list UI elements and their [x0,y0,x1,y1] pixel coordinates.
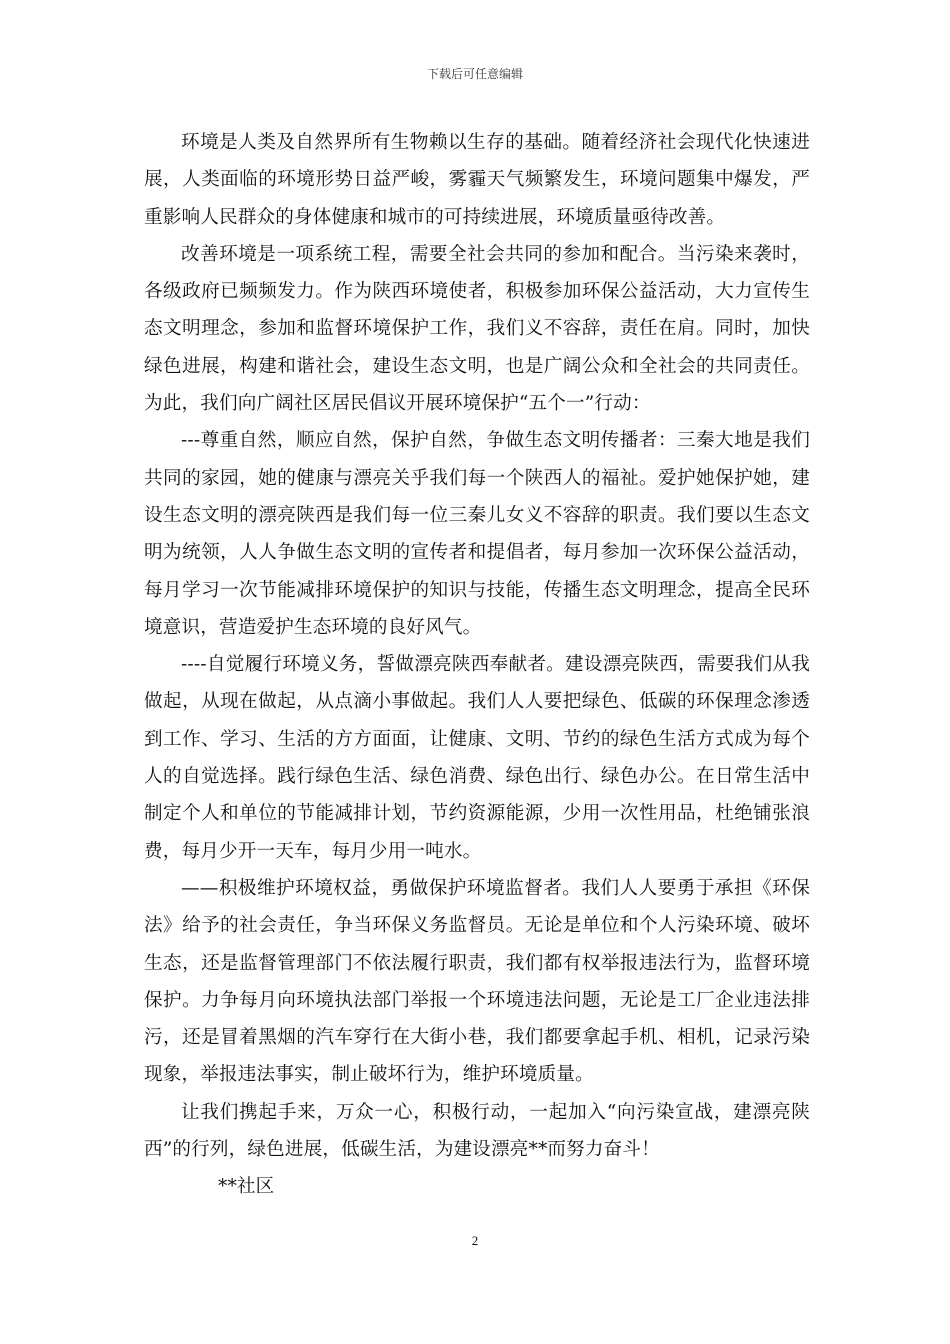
paragraph-call-to-action: 让我们携起手来，万众一心，积极行动，一起加入“向污染宣战，建漂亮陕西”的行列，绿色进展，低碳生活，为建设漂亮**而努力奋斗！ [144,1101,810,1161]
paragraph-respect-nature: ---尊重自然，顺应自然，保护自然，争做生态文明传播者：三秦大地是我们共同的家园，她的健康与漂亮关乎我们每一个陕西人的福祉。爱护她保护她，建设生态文明的漂亮陕西是我们每一位三秦儿女义不容辞的职责。我们要以生态文明为统领，人人争做生态文明的宣传者和提倡者，每月参加一次环保公益活动，每月学习一次节能减排环境保护的知识与技能，传播生态文明理念，提高全民环境意识，营造爱护生态环境的良好风气。 [144,430,810,638]
page-header: 下载后可任意编辑 [426,67,523,81]
paragraph-environmental-duty: ----自觉履行环境义务，誓做漂亮陕西奉献者。建设漂亮陕西，需要我们从我做起，从现在做起，从点滴小事做起。我们人人要把绿色、低碳的环保理念渗透到工作、学习、生活的方方面面，让健康、文明、节约的绿色生活方式成为每个人的自觉选择。践行绿色生活、绿色消费、绿色出行、绿色办公。在日常生活中制定个人和单位的节能减排计划，节约资源能源，少用一次性用品，杜绝铺张浪费，每月少开一天车，每月少用一吨水。 [144,654,810,862]
paragraph-initiative: 改善环境是一项系统工程，需要全社会共同的参加和配合。当污染来袭时，各级政府已频频发力。作为陕西环境使者，积极参加环保公益活动，大力宣传生态文明理念，参加和监督环境保护工作，我们义不容辞，责任在肩。同时，加快绿色进展，构建和谐社会，建设生态文明，也是广阔公众和全社会的共同责任。为此，我们向广阔社区居民倡议开展环境保护“五个一”行动： [144,243,810,415]
page-number: 2 [471,1233,479,1248]
paragraph-intro: 环境是人类及自然界所有生物赖以生存的基础。随着经济社会现代化快速进展，人类面临的环境形势日益严峻，雾霾天气频繁发生，环境问题集中爆发，严重影响人民群众的身体健康和城市的可持续进展，环境质量亟待改善。 [144,132,810,228]
paragraph-environmental-rights: ——积极维护环境权益，勇做保护环境监督者。我们人人要勇于承担《环保法》给予的社会责任，争当环保义务监督员。无论是单位和个人污染环境、破坏生态，还是监督管理部门不依法履行职责，我们都有权举报违法行为，监督环境保护。力争每月向环境执法部门举报一个环境违法问题，无论是工厂企业违法排污，还是冒着黑烟的汽车穿行在大街小巷，我们都要拿起手机、相机，记录污染现象，举报违法事实，制止破坏行为，维护环境质量。 [144,877,810,1086]
signature: **社区 [218,1176,275,1198]
document-body [144,124,810,1206]
